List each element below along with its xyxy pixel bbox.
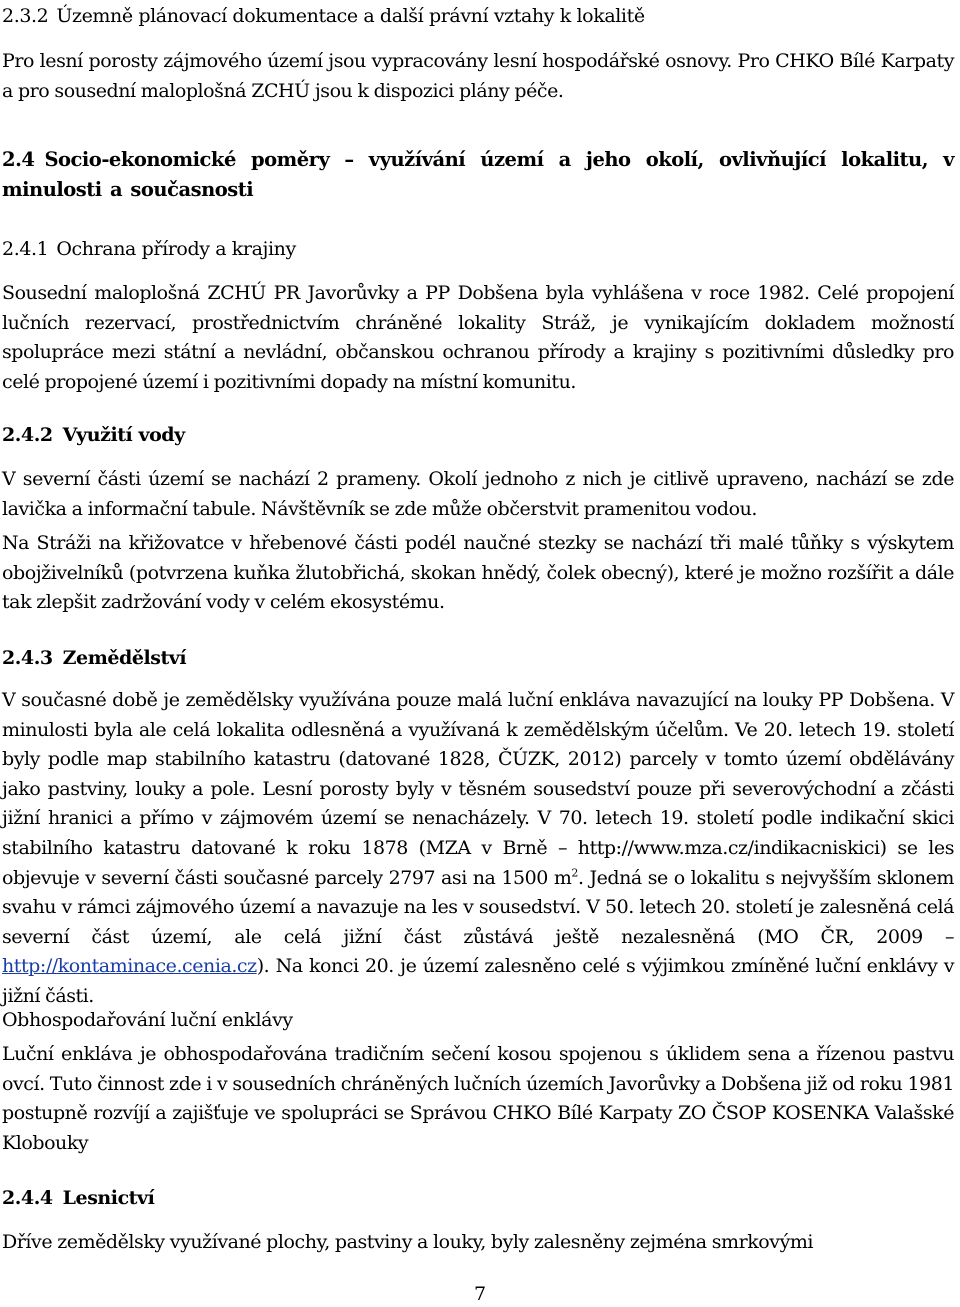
section-title: Ochrana přírody a krajiny <box>56 238 296 260</box>
kontaminace-link[interactable]: http://kontaminace.cenia.cz <box>2 955 257 978</box>
page-number: 7 <box>473 1283 487 1305</box>
section-number: 2.4.1 <box>2 238 49 260</box>
section-title: Lesnictví <box>62 1187 155 1209</box>
section-title: Využití vody <box>62 424 185 446</box>
section-number: 2.4.3 <box>2 647 53 669</box>
subheading-meadow-management: Obhospodařování luční enklávy <box>2 1009 293 1031</box>
section-number: 2.4 <box>2 148 35 171</box>
paragraph-agriculture-history <box>2 686 954 1012</box>
section-2-4-3-heading <box>2 644 954 674</box>
section-number: 2.4.4 <box>2 1187 53 1209</box>
paragraph-springs: V severní části území se nachází 2 prameny. Okolí jednoho z nich je citlivě upraveno, nachází se zde lavička a informační tabule. Návštěvník se zde může občerstvit pramenitou vodou. <box>2 468 954 520</box>
superscript-squared: 2 <box>571 866 578 880</box>
section-2-3-2-heading <box>2 2 954 32</box>
agriculture-text-part: . Jedná se o lokalitu s nejvyšším sklonem svahu v rámci zájmového území a navazuje na les v sousedství. V 50. letech 20. století je zalesněná celá severní část území, ale celá jižní část zůstává ještě nezalesněná (MO ČR, 2009 – <box>2 866 954 948</box>
section-2-4-1-heading <box>2 235 954 265</box>
section-number: 2.4.2 <box>2 424 53 446</box>
section-number: 2.3.2 <box>2 5 49 27</box>
section-2-4-heading <box>2 145 954 204</box>
paragraph-nature-protection: Sousední maloplošná ZCHÚ PR Javorůvky a PP Dobšena byla vyhlášena v roce 1982. Celé propojení lučních rezervací, prostřednictvím chráněné lokality Stráž, je vynikajícím dokladem možností spolupráce mezi státní a nevládní, občanskou ochranou přírody a krajiny s pozitivními důsledky pro celé propojené území i pozitivními dopady na místní komunitu. <box>2 282 954 393</box>
paragraph-management-plans: Pro lesní porosty zájmového území jsou vypracovány lesní hospodářské osnovy. Pro CHKO Bílé Karpaty a pro sousední maloplošná ZCHÚ jsou k dispozici plány péče. <box>2 50 954 102</box>
agriculture-text-part: ). Na konci 20. je území zalesněno celé s výjimkou zmíněné luční enklávy v jižní části. <box>2 955 954 1007</box>
section-title: Územně plánovací dokumentace a další právní vztahy k lokalitě <box>56 5 645 27</box>
agriculture-text-part: V současné době je zemědělsky využívána pouze malá luční enkláva navazující na louky PP Dobšena. V minulosti byla ale celá lokalita odlesněná a využívaná k zemědělským účelům. Ve 20. letech 19. století byly podle map stabilního katastru (datované 1828, ČÚZK, 2012) parcely v tomto území obdělávány jako pastviny, louky a pole. Lesní porosty byly v těsném sousedství pouze při severovýchodní a zčásti jižní hranici a přímo v zájmovém území se nenacházely. V 70. letech 19. století podle indikační skici stabilního katastru datované k roku 1878 (MZA v Brně – http://www.mza.cz/indikacniskici) se les objevuje v severní části současné parcely 2797 asi na 1500 m <box>2 689 954 889</box>
section-title: Zemědělství <box>62 647 187 669</box>
section-2-4-4-heading <box>2 1184 954 1214</box>
section-2-4-2-heading <box>2 421 954 451</box>
paragraph-meadow-management: Luční enkláva je obhospodařována tradičním sečení kosou spojenou s úklidem sena a řízenou pastvu ovcí. Tuto činnost zde i v sousedních chráněných lučních územích Javorůvky a Dobšena již od roku 1981 postupně rozvíjí a zajišťuje ve spolupráci se Správou CHKO Bílé Karpaty ZO ČSOP KOSENKA Valašské Klobouky <box>2 1043 954 1154</box>
paragraph-forestry: Dříve zemědělsky využívané plochy, pastviny a louky, byly zalesněny zejména smrkovými <box>2 1231 814 1253</box>
paragraph-pools: Na Stráži na křižovatce v hřebenové části podél naučné stezky se nachází tři malé tůňky s výskytem obojživelníků (potvrzena kuňka žlutobřichá, skokan hnědý, čolek obecný), které je možno rozšířit a dále tak zlepšit zadržování vody v celém ekosystému. <box>2 532 954 614</box>
section-title: Socio-ekonomické poměry – využívání území a jeho okolí, ovlivňující lokalitu, v minulosti a současnosti <box>2 148 954 201</box>
